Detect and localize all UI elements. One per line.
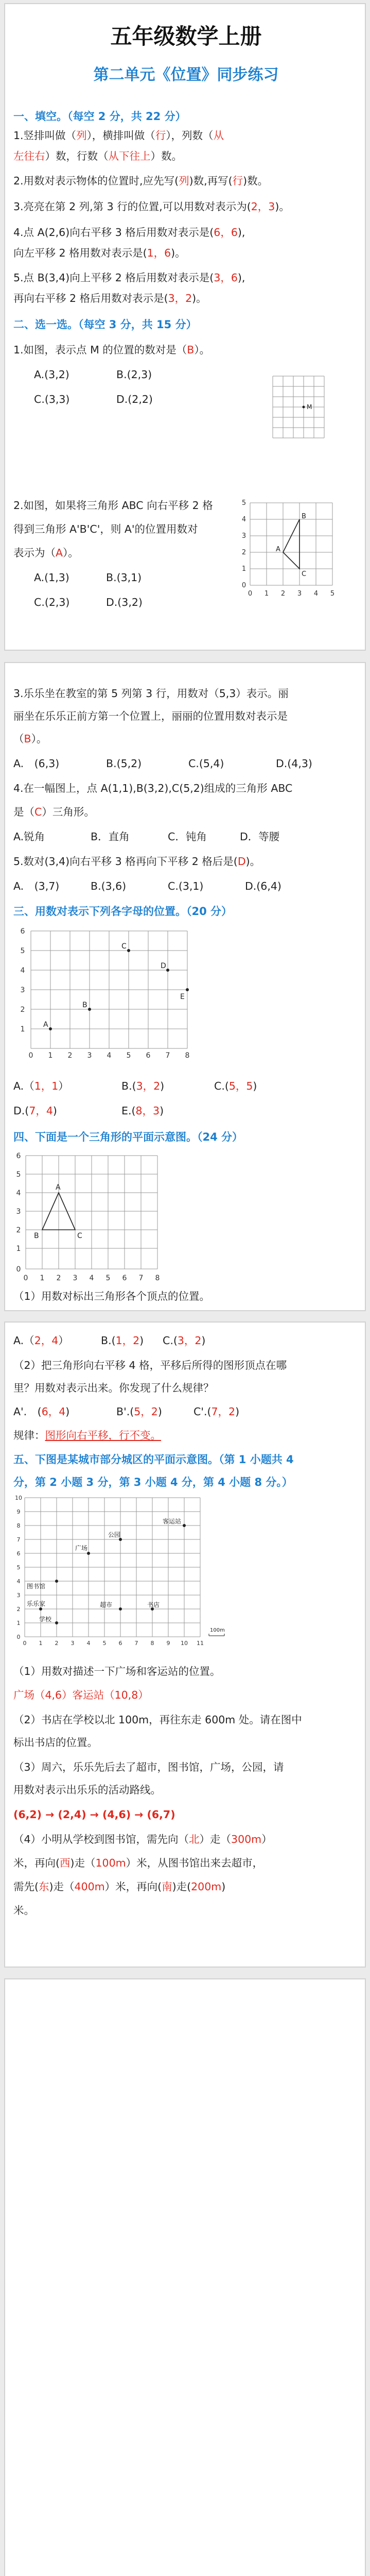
fill-question-5-cont: 再向右平移 2 格后用数对表示是(3，2)。 (13, 292, 207, 304)
choice-question-2-line3: 表示为（A）。 (13, 547, 79, 559)
choice-option: A.(1,3) (34, 571, 69, 584)
part5-question-2-line1: （2）书店在学校以北 100m，再往东走 600m 处。请在图中 (13, 1714, 302, 1726)
y-tick: 0 (16, 1634, 21, 1640)
fill-question-1: 1.竖排叫做（列），横排叫做（行），列数（从 (13, 129, 224, 142)
choice-question-3-line3: （B）。 (13, 733, 47, 745)
y-tick: 8 (16, 1522, 21, 1529)
worksheet-page-1 (4, 3, 366, 651)
choice-option: B.(2,3) (116, 368, 152, 381)
unit-subtitle: 第二单元《位置》同步练习 (93, 66, 279, 84)
part5-answer-1: 广场（4,6）客运站（10,8） (13, 1689, 149, 1701)
moved-answer-b: B'.(5，2) (116, 1405, 162, 1418)
x-tick: 6 (122, 1274, 127, 1282)
choice-option: A.锐角 (13, 831, 45, 843)
x-tick: 8 (150, 1640, 154, 1647)
vertex-label: C (302, 570, 307, 578)
x-tick: 9 (166, 1640, 170, 1647)
page-title: 五年级数学上册 (110, 24, 262, 49)
choice-option: C.(3,3) (34, 393, 70, 405)
vertex-answer-a: A.（2，4） (13, 1334, 69, 1347)
section-fill-heading: 一、填空。（每空 2 分，共 22 分） (13, 110, 186, 123)
x-tick: 4 (313, 590, 319, 598)
part4-question-2-line2: 里？用数对表示出来。你发现了什么规律？ (13, 1382, 214, 1394)
x-tick: 8 (185, 1052, 190, 1060)
choice-option: A.(3,2) (34, 368, 69, 381)
y-tick: 3 (241, 532, 246, 540)
vertex-label: B (34, 1232, 39, 1240)
y-tick: 4 (16, 1189, 21, 1197)
answer-b: B.(3，2) (121, 1080, 165, 1092)
x-tick: 0 (28, 1052, 33, 1060)
place-label-library: 图书馆 (27, 1583, 46, 1590)
x-tick: 7 (165, 1052, 170, 1060)
x-tick: 3 (71, 1640, 75, 1647)
x-tick: 0 (248, 590, 253, 598)
y-tick: 2 (241, 549, 246, 556)
part5-question-1: （1）用数对描述一下广场和客运站的位置。 (13, 1665, 221, 1677)
part5-question-2-line2: 标出书店的位置。 (13, 1736, 98, 1749)
answer-d: D.(7，4) (13, 1105, 57, 1117)
vertex-answer-c: C.(3，2) (163, 1334, 206, 1347)
x-tick: 8 (155, 1274, 160, 1282)
part5-question-4-line1: （4）小明从学校到图书馆，需先向（北）走（300m） (13, 1833, 272, 1845)
triangle-grid-figure (240, 498, 338, 600)
x-tick: 0 (23, 1640, 27, 1647)
part5-question-4-line2: 米，再向(西)走（100m）米，从图书馆出来去超市， (13, 1857, 263, 1869)
choice-option: B.(5,2) (106, 757, 142, 770)
vertex-label: B (302, 513, 306, 520)
x-tick: 4 (107, 1052, 112, 1060)
x-tick: 5 (105, 1274, 111, 1282)
x-tick: 2 (55, 1640, 59, 1647)
worksheet-page-4-blank (4, 1978, 366, 2576)
point-dot (186, 988, 189, 991)
x-tick: 4 (89, 1274, 94, 1282)
small-grid-figure (272, 375, 327, 442)
point-label: D (161, 962, 166, 970)
x-tick: 1 (264, 590, 269, 598)
point-label: A (43, 1021, 48, 1029)
fill-question-3: 3.亮亮在第 2 列,第 3 行的位置,可以用数对表示为(2，3)。 (13, 200, 290, 213)
section-5-heading-line2: 分，第 2 小题 3 分，第 3 小题 4 分，第 4 小题 8 分。） (13, 1476, 293, 1488)
y-tick: 1 (20, 1025, 25, 1033)
y-tick: 1 (16, 1620, 21, 1626)
choice-option: B.(3,1) (106, 571, 142, 584)
choice-option: C．钝角 (168, 831, 207, 843)
point-dot (166, 969, 169, 972)
section-4-heading: 四、下面是一个三角形的平面示意图。（24 分） (13, 1131, 243, 1143)
x-tick: 6 (146, 1052, 151, 1060)
choice-option: C.(3,1) (168, 880, 204, 892)
answer-a: A.（1，1） (13, 1080, 69, 1092)
choice-question-3-line2: 丽坐在乐乐正前方第一个位置上，丽丽的位置用数对表示是 (13, 710, 288, 722)
x-tick: 6 (118, 1640, 122, 1647)
map-scale-label: 100m (210, 1628, 225, 1633)
section-5-heading-line1: 五、下图是某城市部分城区的平面示意图。（第 1 小题共 4 (13, 1453, 294, 1466)
y-tick: 6 (16, 1550, 21, 1557)
x-tick: 11 (197, 1640, 204, 1647)
y-tick: 0 (241, 582, 246, 589)
y-tick: 5 (20, 947, 25, 955)
point-label: B (82, 1001, 87, 1009)
x-tick: 0 (23, 1274, 28, 1282)
choice-question-1: 1.如图，表示点 M 的位置的数对是（B）。 (13, 344, 210, 356)
y-tick: 2 (16, 1606, 21, 1613)
fill-question-4: 4.点 A(2,6)向右平移 3 格后用数对表示是(6，6), (13, 226, 245, 239)
choice-question-4-line1: 4.在一幅图上，点 A(1,1),B(3,2),C(5,2)组成的三角形 ABC (13, 782, 293, 794)
y-tick: 5 (16, 1171, 21, 1179)
point-m-dot (303, 406, 305, 409)
worksheet-page-3 (4, 1321, 366, 1968)
city-map-figure (13, 1493, 240, 1652)
worksheet-page-2 (4, 662, 366, 1311)
y-tick: 6 (16, 1152, 21, 1160)
section-choice-heading: 二、选一选。（每空 3 分，共 15 分） (13, 318, 197, 331)
y-tick: 5 (16, 1564, 21, 1571)
x-tick: 5 (126, 1052, 131, 1060)
y-tick: 0 (16, 1265, 21, 1274)
place-label-bookstore: 书店 (147, 1601, 160, 1608)
y-tick: 3 (20, 986, 25, 994)
choice-option: D.(3,2) (106, 596, 143, 608)
y-tick: 6 (20, 927, 25, 936)
moved-answer-c: C'.(7，2) (193, 1405, 240, 1418)
part5-question-3-line1: （3）周六，乐乐先后去了超市，图书馆，广场，公园，请 (13, 1761, 284, 1773)
fill-question-5: 5.点 B(3,4)向上平移 2 格后用数对表示是(3，6), (13, 272, 245, 284)
x-tick: 5 (330, 590, 335, 598)
part5-question-4-line4: 米。 (13, 1904, 34, 1917)
y-tick: 2 (16, 1226, 21, 1234)
place-dot (119, 1607, 122, 1611)
point-m-label: M (307, 403, 312, 411)
part5-question-4-line3: 需先(东)走（400m）米，再向(南)走(200m) (13, 1880, 226, 1893)
rule-answer: 规律：图形向右平移，行不变。 (13, 1429, 161, 1442)
place-dot (39, 1607, 42, 1611)
y-tick: 3 (16, 1592, 21, 1599)
letters-grid-figure (13, 923, 188, 1061)
y-tick: 4 (20, 967, 25, 975)
vertex-answer-b: B.(1，2) (101, 1334, 144, 1347)
x-tick: 3 (73, 1274, 78, 1282)
choice-option: D.(4,3) (276, 757, 312, 770)
place-label-school: 学校 (39, 1616, 52, 1623)
choice-option: A. (6,3) (13, 757, 60, 770)
x-tick: 7 (134, 1640, 138, 1647)
x-tick: 3 (87, 1052, 92, 1060)
x-tick: 3 (297, 590, 302, 598)
choice-option: D.(2,2) (116, 393, 153, 405)
x-tick: 1 (40, 1274, 45, 1282)
place-dot (55, 1580, 58, 1583)
fill-question-2: 2.用数对表示物体的位置时,应先写(列)数,再写(行)数。 (13, 175, 269, 187)
place-label-square: 广场 (75, 1545, 88, 1552)
y-tick: 9 (16, 1509, 21, 1515)
moved-answer-a: A'. (6，4) (13, 1405, 70, 1418)
y-tick: 7 (16, 1536, 21, 1543)
choice-option: B．直角 (91, 831, 130, 843)
answer-e: E.(8，3) (121, 1105, 164, 1117)
y-tick: 10 (15, 1495, 22, 1501)
choice-option: D．等腰 (240, 831, 280, 843)
part4-question-2-line1: （2）把三角形向右平移 4 格，平移后所得的图形顶点在哪 (13, 1359, 287, 1371)
fill-question-1-cont: 左往右）数，行数（从下往上）数。 (13, 150, 182, 162)
x-tick: 2 (67, 1052, 73, 1060)
x-tick: 5 (102, 1640, 107, 1647)
choice-question-2-line2: 得到三角形 A'B'C'，则 A'的位置用数对 (13, 523, 198, 535)
place-label-lele-home: 乐乐家 (27, 1600, 46, 1607)
vertex-label: A (56, 1183, 61, 1192)
choice-option: C.(2,3) (34, 596, 70, 608)
choice-question-4-line2: 是（C）三角形。 (13, 806, 95, 818)
point-dot (127, 949, 130, 952)
x-tick: 1 (39, 1640, 43, 1647)
point-label: E (180, 993, 185, 1001)
map-scale-bar (209, 1628, 225, 1636)
point-label: C (121, 942, 127, 951)
vertex-label: C (77, 1232, 82, 1240)
y-tick: 4 (241, 516, 246, 523)
y-tick: 1 (241, 565, 246, 573)
part5-route-answer: (6,2) → (2,4) → (4,6) → (6,7) (13, 1808, 175, 1821)
x-tick: 1 (48, 1052, 53, 1060)
part4-question-1: （1）用数对标出三角形各个顶点的位置。 (13, 1290, 210, 1302)
choice-question-2-line1: 2.如图，如果将三角形 ABC 向右平移 2 格 (13, 499, 213, 512)
choice-option: B.(3,6) (91, 880, 127, 892)
y-tick: 3 (16, 1208, 21, 1216)
choice-option: D.(6,4) (245, 880, 281, 892)
place-label-park: 公园 (108, 1531, 121, 1538)
point-dot (88, 1008, 91, 1011)
triangle-abc (283, 519, 299, 569)
place-dot (87, 1552, 90, 1555)
y-tick: 1 (16, 1245, 21, 1253)
place-label-bus-station: 客运站 (163, 1518, 182, 1525)
choice-option: A. (3,7) (13, 880, 60, 892)
triangle-plane-figure (13, 1147, 178, 1287)
answer-c: C.(5，5) (214, 1080, 257, 1092)
x-tick: 2 (280, 590, 286, 598)
point-dot (49, 1027, 52, 1030)
choice-question-3-line1: 3.乐乐坐在教室的第 5 列第 3 行，用数对（5,3）表示。丽 (13, 687, 289, 700)
place-label-supermarket: 超市 (100, 1601, 113, 1608)
y-tick: 4 (16, 1578, 21, 1585)
vertex-label: A (276, 546, 280, 553)
place-dot (183, 1524, 186, 1527)
choice-option: C.(5,4) (188, 757, 224, 770)
y-tick: 5 (241, 499, 246, 507)
x-tick: 4 (86, 1640, 91, 1647)
choice-question-5: 5.数对(3,4)向右平移 3 格再向下平移 2 格后是(D)。 (13, 855, 261, 868)
x-tick: 7 (138, 1274, 144, 1282)
y-tick: 2 (20, 1006, 25, 1014)
fill-question-4-cont: 向左平移 2 格用数对表示是(1，6)。 (13, 247, 186, 259)
part5-question-3-line2: 用数对表示出乐乐的活动路线。 (13, 1784, 161, 1796)
x-tick: 10 (181, 1640, 188, 1647)
x-tick: 2 (56, 1274, 61, 1282)
place-dot (55, 1621, 58, 1624)
section-3-heading: 三、用数对表示下列各字母的位置。（20 分） (13, 905, 233, 918)
